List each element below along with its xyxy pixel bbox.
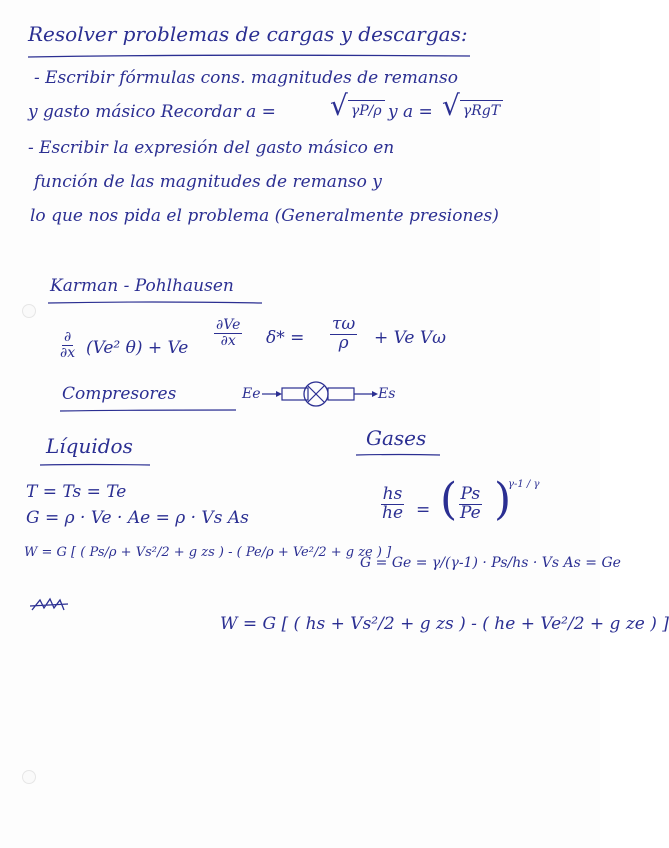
gas-exponent: γ-1 / γ	[508, 479, 540, 490]
gas-eq-work: W = G [ ( hs + Vs²/2 + g zs ) - ( he + Ve²/2 + g ze ) ]	[220, 614, 669, 634]
gas-pressure-ratio	[458, 486, 483, 523]
instruction-line-2c: lo que nos pida el problema (Generalmente presiones)	[30, 206, 499, 226]
sqrt-content-2: γRgT	[460, 100, 503, 121]
karman-dv-num: ∂Ve	[216, 317, 241, 333]
karman-dv-den: ∂x	[220, 332, 236, 349]
instruction-line-1b: y gasto másico Recordar a =	[28, 102, 276, 122]
sqrt-symbol-2: √	[442, 89, 460, 122]
liquid-eq-mass-flow: G = ρ · Ve · Ae = ρ · Vs As	[26, 508, 249, 528]
gas-pressure-den: Pe	[460, 502, 481, 523]
karman-underline	[0, 298, 600, 308]
karman-partial-den: ∂x	[60, 344, 76, 361]
karman-delta: δ* =	[266, 328, 305, 348]
instruction-line-1b-mid: y a =	[388, 102, 433, 122]
gases-underline	[0, 450, 600, 460]
karman-tau-den: ρ	[338, 332, 349, 353]
sqrt-symbol-1: √	[330, 89, 348, 122]
gas-paren-open: (	[440, 474, 458, 525]
binder-hole-bottom	[22, 770, 36, 784]
sqrt-content-1: γP/ρ	[348, 100, 385, 121]
liquid-eq-work: W = G [ ( Ps/ρ + Vs²/2 + g zs ) - ( Pe/ρ + Ve²/2 + g ze ) ]	[24, 545, 392, 560]
instruction-line-2a: - Escribir la expresión del gasto másico en	[28, 138, 395, 158]
karman-partial-num: ∂	[63, 329, 72, 345]
sqrt-expression-2	[442, 89, 503, 122]
compresores-title: Compresores	[62, 384, 177, 404]
title-underline	[0, 52, 600, 62]
instruction-line-2b: función de las magnitudes de remanso y	[34, 172, 382, 192]
karman-tau-fraction	[330, 316, 357, 353]
liquidos-underline	[0, 460, 600, 470]
gas-eq-mass-flow: G = Ge = γ/(γ-1) · Ps/hs · Vs As = Ge	[360, 555, 621, 571]
liquid-eq-temperature: T = Ts = Te	[26, 482, 127, 502]
title-text: Resolver problemas de cargas y descargas:	[28, 22, 468, 46]
karman-dv-fraction	[214, 318, 242, 348]
compressor-inlet-label: Ee	[242, 386, 261, 402]
gases-title: Gases	[366, 426, 427, 450]
gas-enthalpy-ratio	[380, 486, 405, 523]
karman-partial-fraction	[58, 330, 77, 360]
gas-enthalpy-num: hs	[382, 484, 403, 504]
gas-equals-sign: =	[416, 500, 431, 520]
sqrt-expression-1	[330, 89, 385, 122]
karman-tau-num: τω	[332, 314, 356, 334]
liquidos-title: Líquidos	[46, 434, 133, 458]
gas-pressure-num: Ps	[460, 484, 481, 504]
karman-title: Karman - Pohlhausen	[50, 276, 234, 296]
karman-term1: (Ve² θ) + Ve	[86, 338, 189, 358]
compressor-outlet-label: Es	[378, 386, 396, 402]
karman-tail: + Ve Vω	[374, 328, 446, 348]
gas-paren-close: )	[494, 474, 512, 525]
gas-enthalpy-den: he	[382, 502, 404, 523]
instruction-line-1a: - Escribir fórmulas cons. magnitudes de remanso	[34, 68, 458, 88]
